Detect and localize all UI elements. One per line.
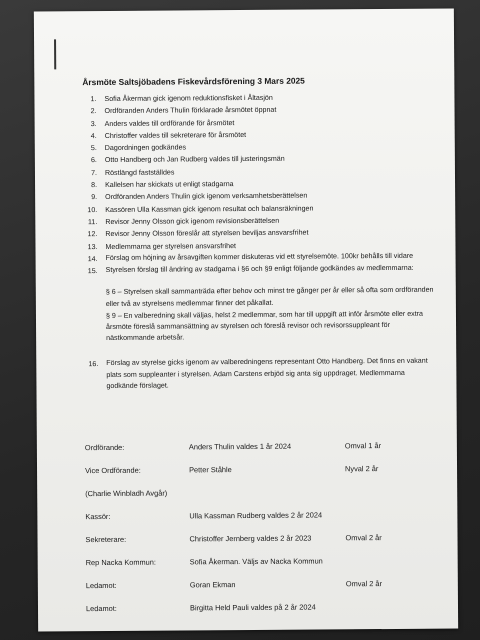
item-text: Ordföranden Anders Thulin gick igenom verksamhetsberättelsen (105, 191, 308, 202)
document-page (34, 9, 458, 632)
role-person: Anders Thulin valdes 1 år 2024 (188, 441, 292, 452)
roster-row (85, 458, 445, 484)
item-number: 10. (87, 205, 98, 214)
item-number: 15. (87, 267, 98, 276)
item-text: Revisor Jenny Olsson gick igenom revisionsberättelsen (105, 216, 280, 226)
item-text: Kassören Ulla Kassman gick igenom resultat och balansräkningen (105, 204, 314, 214)
role-term: Nyval 2 år (345, 464, 379, 474)
item-text: Christoffer valdes till sekreterare för årsmötet (104, 130, 247, 140)
role-person: Ulla Kassman Rudberg valdes 2 år 2024 (189, 510, 323, 521)
role-label: Ledamot: (85, 580, 117, 591)
item-number: 16. (88, 360, 99, 369)
item-text: Förslag av styrelse gicks igenom av valberedningens representant Otto Handberg. Det finns en vakant plats som suppleanter i styrelsen. Adam Carstens erbjöd sig anta sig uppdraget. Medlemmarna godkände förslaget. (106, 357, 428, 391)
item-text: Kallelsen har skickats ut enligt stadgarna (105, 180, 234, 190)
role-label: Kassör: (85, 511, 111, 522)
item-number: 7. (91, 168, 97, 177)
item-text: Styrelsen förslag till ändring av stadgarna i §6 och §9 enligt följande godkändes av medlemmarna: (105, 263, 414, 275)
item-text: Otto Handberg och Jan Rudberg valdes till justeringsmän (104, 155, 285, 165)
board-roster (85, 435, 446, 622)
role-person: Sofia Åkerman. Väljs av Nacka Kommun (189, 556, 323, 567)
item-number: 13. (87, 242, 98, 251)
item-number: 5. (90, 144, 97, 153)
item-text: Röstlängd fastställdes (104, 168, 175, 177)
item-text: Revisor Jenny Olsson föreslår att styrelsen beviljas ansvarsfrihet (105, 228, 309, 239)
role-person: Christoffer Jernberg valdes 2 år 2023 (189, 533, 312, 544)
role-label: Sekreterare: (85, 534, 127, 545)
bylaw-paragraph-6: § 6 – Styrelsen skall sammanträda efter behov och minst tre gånger per år eller så ofta som ordföranden eller två av styrelsens medlemmar finner det påkallat. (105, 286, 434, 308)
agenda-item (84, 356, 434, 393)
item-number: 4. (90, 131, 97, 140)
item-text: Sofia Åkerman gick igenom reduktionsfisket i Åltasjön (104, 93, 273, 103)
bylaw-paragraph-9: § 9 – En valberedning skall väljas, helst 2 medlemmar, som har till uppgift att inför årsmöte eller extra årsmöte föreslå sammansättning av styrelsen och föreslå revisor och revisorssuppleant för nästkommande arbetsår. (105, 309, 424, 343)
item-text: Ordföranden Anders Thulin förklarade årsmötet öppnat (104, 106, 277, 116)
roster-row (86, 550, 446, 576)
item-text: Medlemmarna ger styrelsen ansvarsfrihet (105, 241, 237, 251)
role-term: Omval 2 år (345, 533, 382, 543)
role-term: Omval 1 år (344, 441, 382, 451)
item-number: 6. (90, 156, 97, 165)
role-label: Vice Ordförande: (85, 465, 141, 476)
item-number: 3. (90, 119, 97, 128)
roster-row (85, 435, 445, 461)
item-number: 9. (91, 193, 98, 202)
item-number: 14. (87, 254, 98, 263)
role-person: Petter Ståhle (189, 465, 232, 475)
item-number: 11. (87, 218, 98, 227)
item-number: 12. (87, 230, 98, 239)
role-label: Rep Nacka Kommun: (85, 557, 156, 568)
agenda-item (84, 263, 434, 278)
item-text: Dagordningen godkändes (104, 143, 187, 153)
roster-row (86, 596, 446, 622)
role-label: Ledamot: (85, 603, 117, 614)
pen-mark (54, 39, 56, 69)
item-number: 2. (90, 107, 97, 116)
roster-row (85, 527, 445, 553)
agenda-list (82, 91, 434, 393)
role-term: Omval 2 år (345, 579, 383, 589)
roster-row (85, 481, 445, 507)
item-number: 1. (90, 95, 97, 104)
roster-row (85, 504, 445, 530)
role-person: Goran Ekman (189, 580, 236, 590)
role-label: Ordförande: (84, 442, 125, 453)
role-person: Birgitta Held Pauli valdes på 2 år 2024 (189, 602, 316, 613)
role-label: (Charlie Winbladh Avgår) (85, 488, 168, 499)
document-title: Årsmöte Saltsjöbadens Fiskevårdsförening 3 Mars 2025 (82, 75, 305, 88)
item-text: Anders valdes till ordförande för årsmötet (104, 118, 235, 128)
roster-row (86, 573, 446, 599)
item-number: 8. (91, 181, 98, 190)
item-text: Förslag om höjning av årsavgiften kommer diskuteras vid ett styrelsemöte. 100kr behålls till vidare (105, 251, 414, 262)
